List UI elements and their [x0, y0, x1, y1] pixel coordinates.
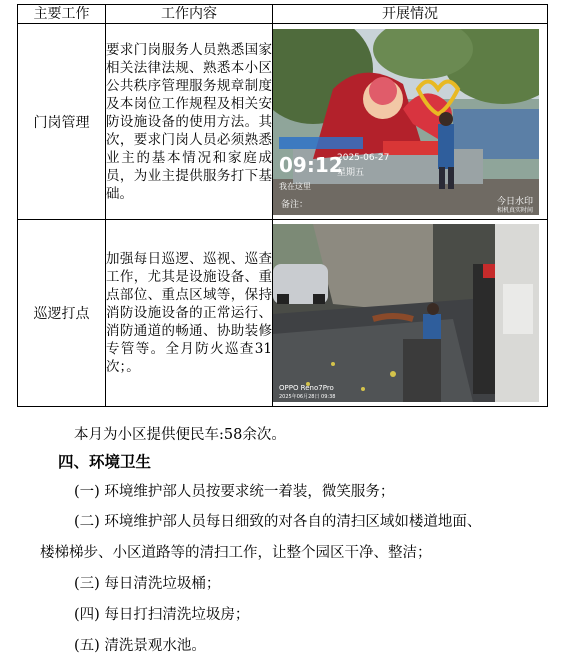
section-heading: 四、环境卫生 [58, 452, 152, 471]
service-count-text: 本月为小区提供便民车:58余次。 [74, 427, 286, 443]
work-table [17, 4, 548, 407]
header-main-work: 主要工作 [18, 5, 106, 24]
list-item: (一) 环境维护部人员按要求统一着装，微笑服务； [74, 484, 395, 500]
patrol-photo-image [273, 224, 539, 402]
gate-photo [273, 29, 539, 215]
photo-weekday: 星期五 [337, 167, 365, 178]
header-progress: 开展情况 [273, 5, 548, 24]
photo-location: 我在这里 [279, 181, 311, 191]
list-item: (二) 环境维护部人员每日细致的对各自的清扫区域如楼道地面、 [74, 514, 482, 530]
table-row [18, 24, 548, 220]
work-content: 要求门岗服务人员熟悉国家相关法律法规、熟悉本小区公共秩序管理服务规章制度及本岗位工作规程及相关安防设施设备的使用方法。其次，要求门岗人员必须熟悉业主的基本情况和家庭成员，为业主提供服务打下基础。 [106, 24, 273, 220]
photo-date: 2025-06-27 [337, 152, 390, 163]
photo-watermark: 今日水印 [496, 196, 533, 207]
photo-cell [273, 220, 548, 407]
list-item: (四) 每日打扫清洗垃圾房； [74, 607, 250, 623]
gate-photo-image [273, 29, 539, 215]
list-item: (三) 每日清洗垃圾桶； [74, 576, 221, 592]
photo-note: 备注： [281, 199, 309, 210]
photo-cell [273, 24, 548, 220]
work-content: 加强每日巡逻、巡视、巡查工作，尤其是设施设备、重点部位、重点区域等，保持消防设施设备的正常运行、消防通道的畅通、协助装修专管等。全月防火巡查31次；。 [106, 220, 273, 407]
table-header-row [18, 5, 548, 24]
work-type: 巡逻打点 [18, 220, 106, 407]
photo-time: 09:12 [279, 152, 343, 177]
photo-camera-date: 2025年06月28日 09:38 [279, 394, 336, 400]
header-work-content: 工作内容 [106, 5, 273, 24]
work-type: 门岗管理 [18, 24, 106, 220]
photo-watermark-sub: 相机真实时间 [496, 206, 533, 214]
list-item-continuation: 楼梯梯步、小区道路等的清扫工作，让整个园区干净、整洁； [40, 545, 432, 561]
photo-camera: OPPO Reno7Pro [279, 384, 334, 392]
list-item: (五) 清洗景观水池。 [74, 638, 206, 654]
patrol-photo [273, 224, 539, 402]
table-row [18, 220, 548, 407]
